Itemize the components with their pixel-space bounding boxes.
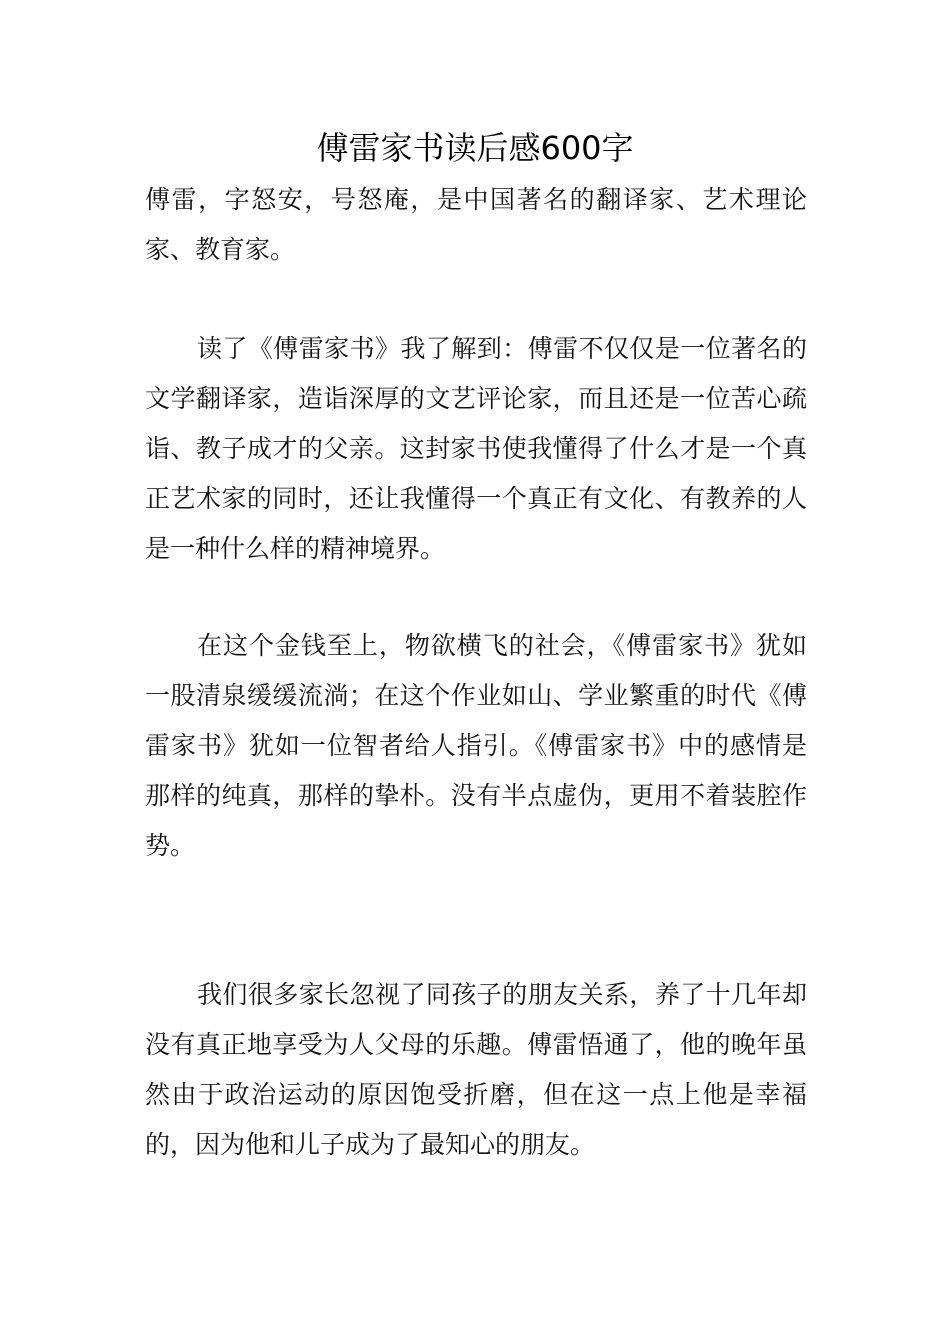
document-title: 傅雷家书读后感600字 [316, 129, 634, 167]
paragraph-friendship: 我们很多家长忽视了同孩子的朋友关系，养了十几年却没有真正地享受为人父母的乐趣。傅雷悟通了，他的晚年虽然由于政治运动的原因饱受折磨，但在这一点上他是幸福的，因为他和儿子成为了最知心的朋友。 [145, 980, 807, 1159]
paragraph-understanding: 读了《傅雷家书》我了解到：傅雷不仅仅是一位著名的文学翻译家，造诣深厚的文艺评论家，而且还是一位苦心疏诣、教子成才的父亲。这封家书使我懂得了什么才是一个真正艺术家的同时，还让我懂得一个真正有文化、有教养的人是一种什么样的精神境界。 [145, 334, 807, 563]
paragraph-intro: 傅雷，字怒安，号怒庵，是中国著名的翻译家、艺术理论家、教育家。 [145, 185, 807, 264]
paragraph-society: 在这个金钱至上，物欲横飞的社会，《傅雷家书》犹如一股清泉缓缓流淌；在这个作业如山、学业繁重的时代《傅雷家书》犹如一位智者给人指引。《傅雷家书》中的感情是那样的纯真，那样的挚朴。没有半点虚伪，更用不着装腔作势。 [145, 631, 807, 860]
